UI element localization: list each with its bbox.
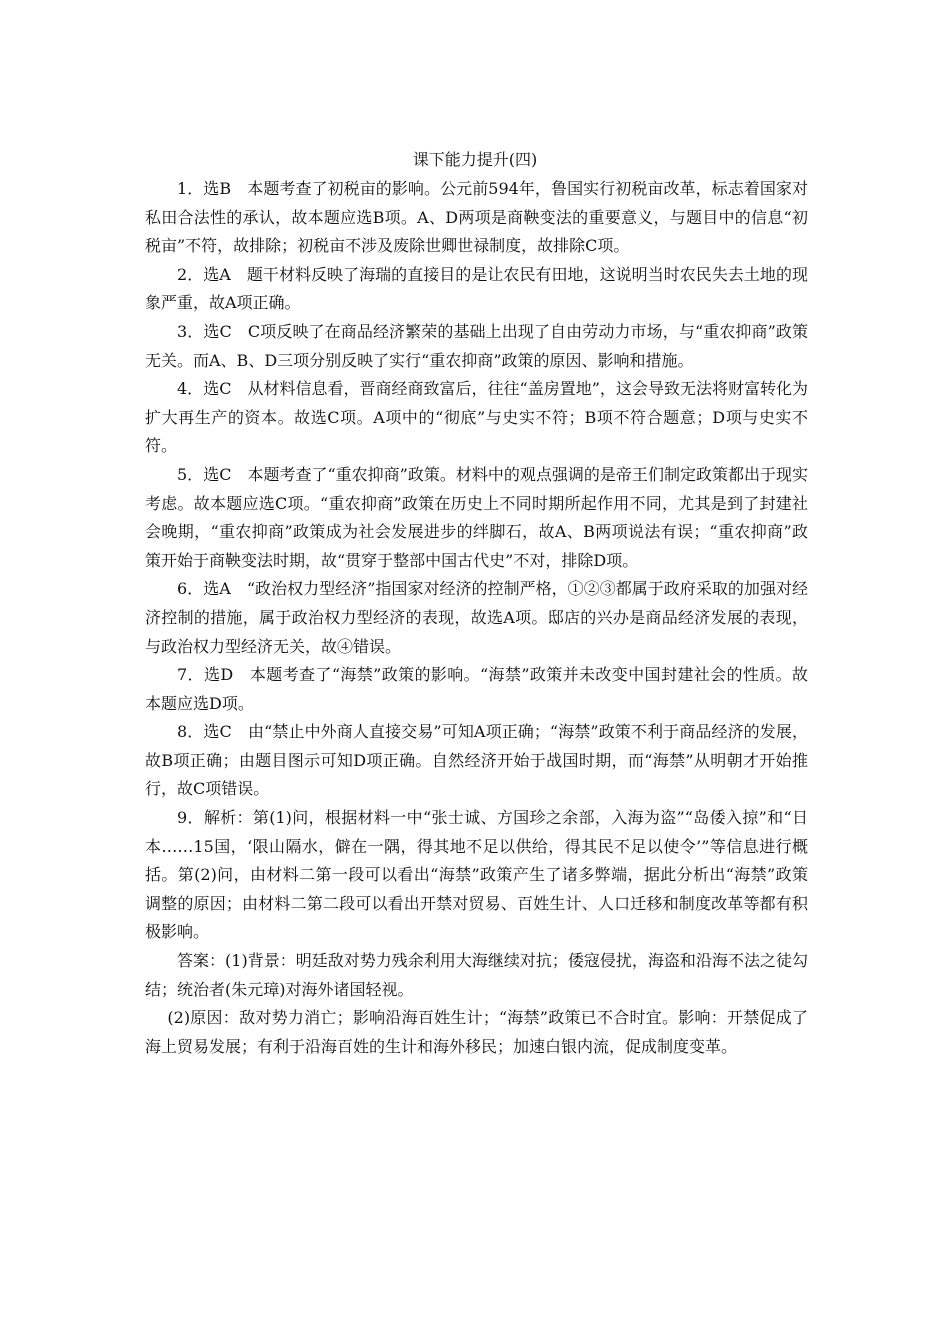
answer-9-analysis: 9．解析：第(1)问，根据材料一中“张士诚、方国珍之余部，入海为盗”“岛倭入掠”和“日本……15国，‘限山隔水，僻在一隅，得其地不足以供给，得其民不足以使令’”等信息进行概括。第(2)问，由材料二第一段可以看出“海禁”政策产生了诸多弊端，据此分析出“海禁”政策调整的原因；由材料二第二段可以看出开禁对贸易、百姓生计、人口迁移和制度改革等都有积极影响。: [145, 808, 808, 942]
document-body: [145, 175, 808, 1061]
answer-7: 7．选D 本题考查了“海禁”政策的影响。“海禁”政策并未改变中国封建社会的性质。故本题应选D项。: [145, 665, 808, 713]
answer-8: 8．选C 由“禁止中外商人直接交易”可知A项正确；“海禁”政策不利于商品经济的发展，故B项正确；由题目图示可知D项正确。自然经济开始于战国时期，而“海禁”从明朝才开始推行，故C项错误。: [145, 722, 808, 799]
answer-6: 6．选A “政治权力型经济”指国家对经济的控制严格，①②③都属于政府采取的加强对经济控制的措施，属于政治权力型经济的表现，故选A项。邸店的兴办是商品经济发展的表现，与政治权力型经济无关，故④错误。: [145, 579, 808, 656]
answer-1: 1．选B 本题考查了初税亩的影响。公元前594年，鲁国实行初税亩改革，标志着国家对私田合法性的承认，故本题应选B项。A、D两项是商鞅变法的重要意义，与题目中的信息“初税亩”不符，故排除；初税亩不涉及废除世卿世禄制度，故排除C项。: [145, 179, 808, 256]
answer-9-part-1: 答案：(1)背景：明廷敌对势力残余利用大海继续对抗；倭寇侵扰，海盗和沿海不法之徒勾结；统治者(朱元璋)对海外诸国轻视。: [145, 951, 808, 999]
answer-3: 3．选C C项反映了在商品经济繁荣的基础上出现了自由劳动力市场，与“重农抑商”政策无关。而A、B、D三项分别反映了实行“重农抑商”政策的原因、影响和措施。: [145, 321, 808, 370]
answer-4: 4．选C 从材料信息看，晋商经商致富后，往往“盖房置地”，这会导致无法将财富转化为扩大再生产的资本。故选C项。A项中的“彻底”与史实不符；B项不符合题意；D项与史实不符。: [145, 379, 808, 456]
answer-9-part-2: (2)原因：敌对势力消亡；影响沿海百姓生计；“海禁”政策已不合时宜。影响：开禁促成了海上贸易发展；有利于沿海百姓的生计和海外移民；加速白银内流，促成制度变革。: [145, 1008, 808, 1056]
answer-5: 5．选C 本题考查了“重农抑商”政策。材料中的观点强调的是帝王们制定政策都出于现实考虑。故本题应选C项。“重农抑商”政策在历史上不同时期所起作用不同，尤其是到了封建社会晚期，“重农抑商”政策成为社会发展进步的绊脚石，故A、B两项说法有误；“重农抑商”政策开始于商鞅变法时期，故“贯穿于整部中国古代史”不对，排除D项。: [145, 464, 808, 570]
document-title: 课下能力提升(四): [412, 150, 538, 169]
answer-2: 2．选A 题干材料反映了海瑞的直接目的是让农民有田地，这说明当时农民失去土地的现象严重，故A项正确。: [145, 264, 808, 313]
